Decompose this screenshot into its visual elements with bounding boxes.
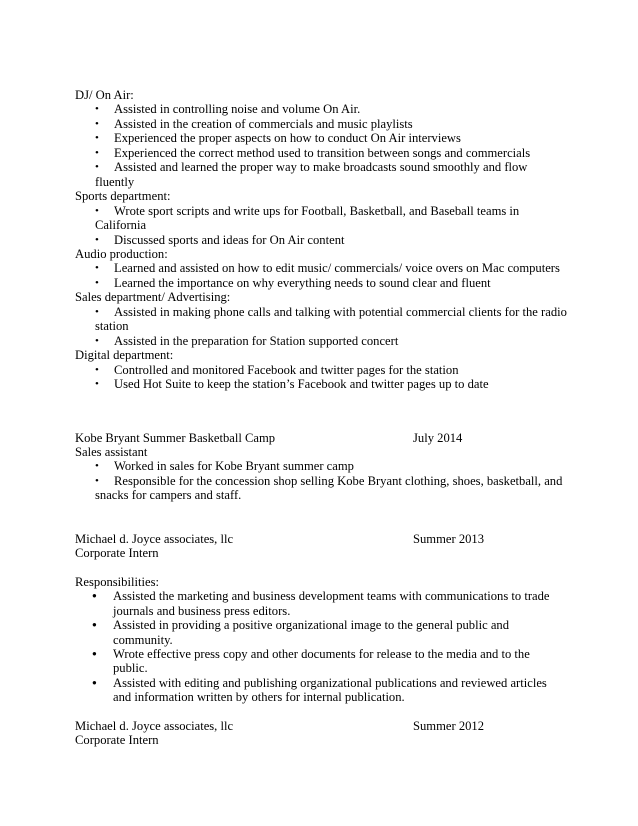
job-joyce-2012-header	[75, 719, 570, 733]
digital-list	[75, 363, 570, 392]
list-item-continuation: fluently	[95, 174, 135, 189]
list-item: • Discussed sports and ideas for On Air content	[95, 233, 570, 247]
list-item-line1: Assisted in providing a positive organizational image to the general public and	[113, 618, 510, 633]
list-item-continuation: California	[95, 218, 147, 233]
responsibilities-heading: Responsibilities:	[75, 574, 159, 589]
list-item: • Learned the importance on why everything needs to sound clear and fluent	[95, 276, 570, 290]
sales-list	[75, 305, 570, 319]
sports-heading: Sports department:	[75, 189, 171, 204]
list-item	[95, 474, 570, 488]
list-item-line2: journals and business press editors.	[113, 603, 291, 618]
audio-heading: Audio production:	[75, 246, 168, 261]
list-item-line1: Responsible for the concession shop selling Kobe Bryant clothing, shoes, basketball, and	[114, 473, 563, 488]
resume-page	[75, 88, 570, 748]
list-item: • Learned and assisted on how to edit music/ commercials/ voice overs on Mac computers	[95, 261, 570, 275]
responsibilities-list	[75, 589, 570, 705]
list-item-continuation: station	[95, 319, 129, 334]
list-item: • Controlled and monitored Facebook and twitter pages for the station	[95, 363, 570, 377]
job-role: Corporate Intern	[75, 546, 159, 561]
list-item-line1: Assisted the marketing and business development teams with communications to trade	[113, 589, 550, 604]
digital-heading: Digital department:	[75, 348, 174, 363]
job-role: Sales assistant	[75, 444, 148, 459]
list-item	[95, 305, 570, 319]
list-item: • Assisted in controlling noise and volume On Air.	[95, 102, 570, 116]
sales-heading: Sales department/ Advertising:	[75, 290, 231, 305]
list-item: • Worked in sales for Kobe Bryant summer camp	[95, 459, 570, 473]
list-item-line1: Assisted with editing and publishing organizational publications and reviewed articles	[113, 675, 547, 690]
list-item	[75, 589, 570, 618]
list-item-continuation: snacks for campers and staff.	[95, 488, 242, 503]
job-date: July 2014	[413, 430, 463, 445]
org-name: Michael d. Joyce associates, llc	[75, 718, 234, 733]
audio-list	[75, 261, 570, 290]
list-item: • Assisted in the preparation for Station supported concert	[95, 334, 570, 348]
job-kobe-header	[75, 431, 570, 445]
org-name: Michael d. Joyce associates, llc	[75, 531, 234, 546]
list-item	[75, 676, 570, 705]
dj-list	[75, 102, 570, 174]
sports-list	[75, 204, 570, 218]
job-role: Corporate Intern	[75, 733, 159, 748]
list-item-line2: and information written by others for internal publication.	[113, 690, 405, 705]
list-item: • Used Hot Suite to keep the station’s Facebook and twitter pages up to date	[95, 377, 570, 391]
list-item-line1: Assisted in making phone calls and talking with potential commercial clients for the radio	[114, 304, 567, 319]
list-item-line1: Assisted and learned the proper way to make broadcasts sound smoothly and flow	[114, 160, 528, 175]
list-item	[95, 204, 570, 218]
list-item-line2: community.	[113, 632, 173, 647]
job-joyce-2013-header	[75, 532, 570, 546]
list-item: • Experienced the correct method used to transition between songs and commercials	[95, 146, 570, 160]
list-item-line1: Wrote effective press copy and other documents for release to the media and to the	[113, 646, 530, 661]
list-item	[75, 618, 570, 647]
kobe-list	[75, 459, 570, 488]
job-date: Summer 2012	[413, 718, 485, 733]
job-date: Summer 2013	[413, 531, 485, 546]
list-item: • Experienced the proper aspects on how to conduct On Air interviews	[95, 131, 570, 145]
list-item: • Assisted in the creation of commercials and music playlists	[95, 117, 570, 131]
dj-heading: DJ/ On Air:	[75, 88, 134, 102]
list-item	[75, 647, 570, 676]
list-item-line1: Wrote sport scripts and write ups for Football, Basketball, and Baseball teams in	[114, 203, 520, 218]
list-item	[95, 160, 570, 174]
list-item-line2: public.	[113, 661, 148, 676]
org-name: Kobe Bryant Summer Basketball Camp	[75, 430, 276, 445]
